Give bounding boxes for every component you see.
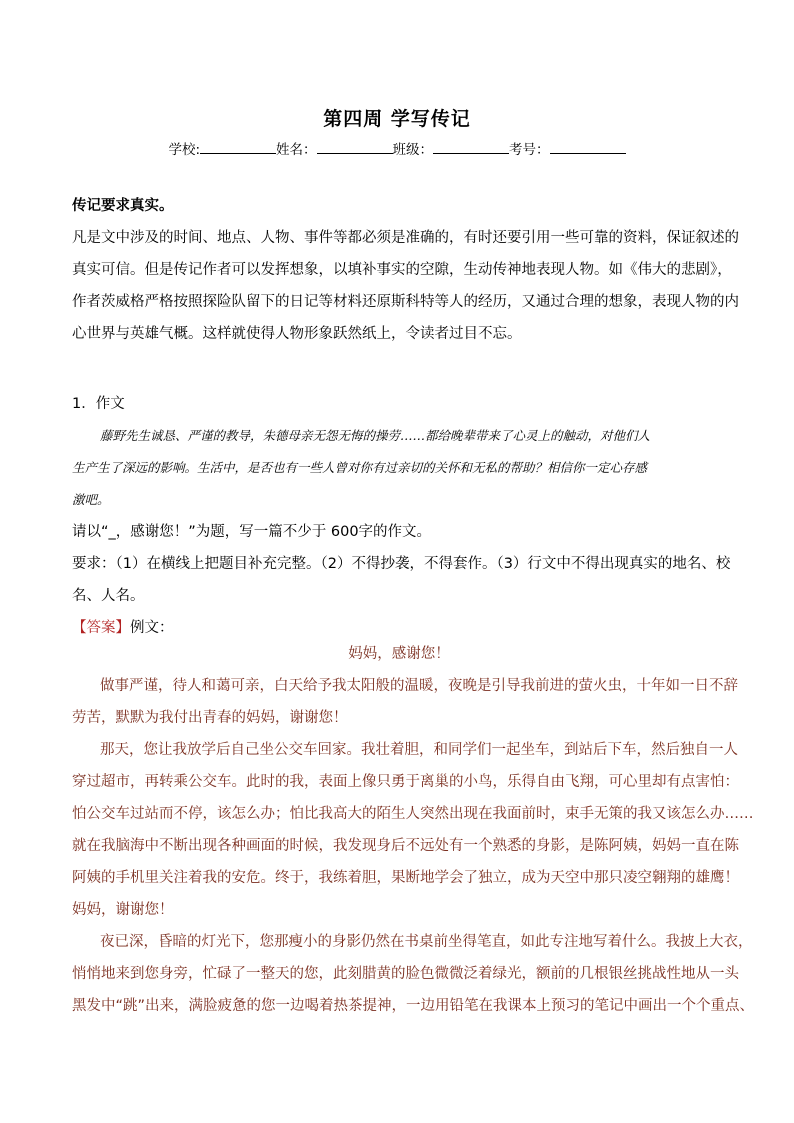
essay-line: 就在我脑海中不断出现各种画面的时候，我发现身后不远处有一个熟悉的身影，是陈阿姨，妈妈一直在陈 — [72, 838, 739, 854]
intro-section — [72, 190, 739, 350]
answer-tag: 【答案】 — [72, 620, 130, 636]
name-label: 姓名： — [276, 142, 317, 158]
intro-line: 心世界与英雄气概。这样就使得人物形象跃然纸上，令读者过目不忘。 — [72, 326, 522, 342]
requirement-line: 要求：（1）在横线上把题目补充完整。（2）不得抄袭，不得套作。（3）行文中不得出现真实的地名、校 — [72, 556, 731, 572]
school-label: 学校: — [168, 142, 201, 158]
essay-line: 那天，您让我放学后自己坐公交车回家。我壮着胆，和同学们一起坐车，到站后下车，然后独自一人 — [100, 742, 738, 758]
class-blank[interactable] — [433, 141, 509, 154]
prompt-line: 藤野先生诚恳、严谨的教导，朱德母亲无怨无悔的操劳……都给晚辈带来了心灵上的触动，对他们人 — [100, 428, 651, 443]
essay-line: 劳苦，默默为我付出青春的妈妈，谢谢您！ — [72, 710, 348, 726]
essay-line: 黑发中“跳”出来，满脸疲惫的您一边喝着热茶提神，一边用铅笔在我课本上预习的笔记中画出一个个重点、 — [72, 998, 755, 1014]
answer-intro: 例文： — [130, 620, 174, 636]
essay-line: 夜已深，昏暗的灯光下，您那瘦小的身影仍然在书桌前坐得笔直，如此专注地写着什么。我披上大衣， — [100, 934, 753, 950]
essay-line: 怕公交车过站而不停，该怎么办；怕比我高大的陌生人突然出现在我面前时，束手无策的我又该怎么办…… — [72, 806, 754, 822]
question-number: 1．作文 — [72, 396, 125, 412]
exam-no-label: 考号： — [509, 142, 550, 158]
requirement-line: 名、人名。 — [72, 588, 145, 604]
school-blank[interactable] — [200, 141, 276, 154]
essay-section — [72, 638, 755, 1022]
exam-no-blank[interactable] — [550, 141, 626, 154]
page-title: 第四周 学写传记 — [323, 108, 471, 130]
essay-line: 阿姨的手机里关注着我的安危。终于，我练着胆，果断地学会了独立，成为天空中那只凌空翱翔的雄鹰！ — [72, 870, 739, 886]
intro-heading: 传记要求真实。 — [72, 198, 174, 214]
essay-line: 悄悄地来到您身旁，忙碌了一整天的您，此刻腊黄的脸色微微泛着绿光，额前的几根银丝挑战性地从一头 — [72, 966, 739, 982]
prompt-line: 激吧。 — [72, 492, 110, 507]
name-blank[interactable] — [317, 141, 393, 154]
essay-line: 穿过超市，再转乘公交车。此时的我，表面上像只勇于离巢的小鸟，乐得自由飞翔，可心里却有点害怕： — [72, 774, 739, 790]
intro-line: 作者茨威格严格按照探险队留下的日记等材料还原斯科特等人的经历，又通过合理的想象，表现人物的内 — [72, 294, 739, 310]
instruction-line: 请以“_，感谢您！”为题，写一篇不少于 600字的作文。 — [72, 524, 432, 540]
essay-line: 妈妈，谢谢您！ — [72, 902, 174, 918]
prompt-line: 生产生了深远的影响。生活中，是否也有一些人曾对你有过亲切的关怀和无私的帮助？相信你一定心存感 — [72, 460, 648, 475]
class-label: 班级： — [392, 142, 434, 158]
student-info-line — [0, 138, 794, 158]
intro-line: 凡是文中涉及的时间、地点、人物、事件等都必须是准确的，有时还要引用一些可靠的资料，保证叙述的 — [72, 230, 739, 246]
intro-line: 真实可信。但是传记作者可以发挥想象，以填补事实的空隙，生动传神地表现人物。如《伟大的悲剧》， — [72, 262, 732, 278]
essay-title: 妈妈，感谢您！ — [348, 646, 450, 662]
question-section — [72, 388, 731, 644]
essay-line: 做事严谨，待人和蔼可亲，白天给予我太阳般的温暖，夜晚是引导我前进的萤火虫，十年如一日不辞 — [100, 678, 738, 694]
